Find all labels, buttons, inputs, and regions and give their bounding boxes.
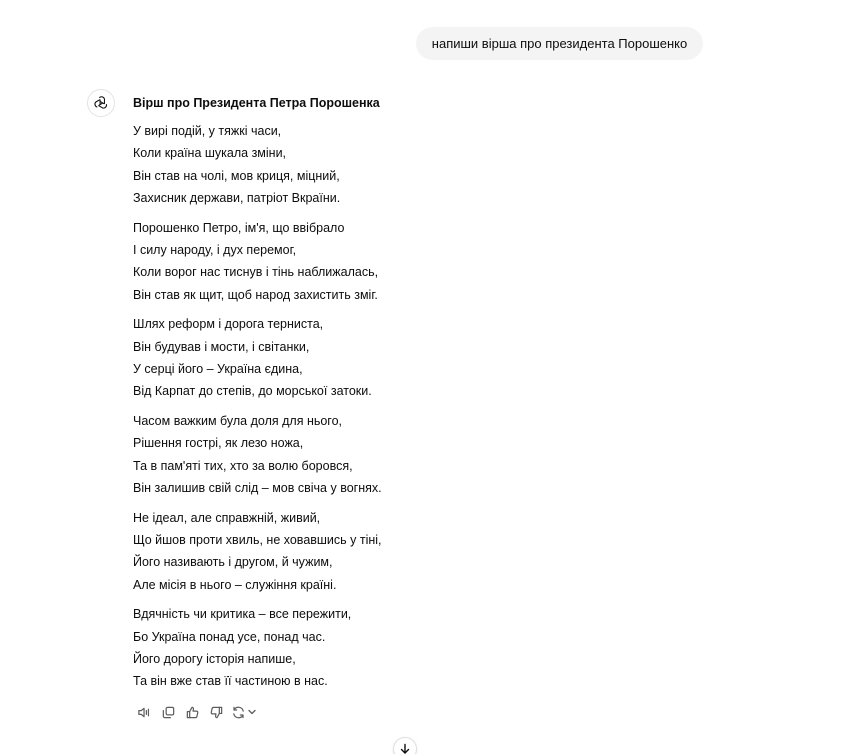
stanza-1 xyxy=(133,120,553,210)
poem-line: Захисник держави, патріот Вкраїни. xyxy=(133,191,341,206)
poem-line: Він будував і мости, і світанки, xyxy=(133,339,310,354)
poem-line: Та він вже став її частиною в нас. xyxy=(133,674,328,689)
poem-line: Він став як щит, щоб народ захистить зміг. xyxy=(133,287,378,302)
read-aloud-button[interactable] xyxy=(133,702,155,722)
poem-line: Коли країна шукала зміни, xyxy=(133,146,287,161)
regenerate-button[interactable] xyxy=(229,702,259,722)
thumbs-up-button[interactable] xyxy=(181,702,203,722)
thumbs-up-icon xyxy=(185,705,200,720)
stanza-3 xyxy=(133,313,553,403)
stanza-2 xyxy=(133,217,553,307)
poem-line: Але місія в нього – служіння країні. xyxy=(133,577,337,592)
poem-line: Шлях реформ і дорога терниста, xyxy=(133,317,324,332)
poem-line: Його дорогу історія напише, xyxy=(133,651,296,666)
poem-line: Рішення гострі, як лезо ножа, xyxy=(133,436,304,451)
poem-line: Вдячність чи критика – все пережити, xyxy=(133,607,352,622)
poem-line: У вирі подій, у тяжкі часи, xyxy=(133,124,282,138)
stanza-4 xyxy=(133,410,553,500)
poem-line: Коли ворог нас тиснув і тінь наближалась, xyxy=(133,265,379,280)
message-actions xyxy=(133,702,259,722)
poem-line: І силу народу, і дух перемог, xyxy=(133,243,297,258)
poem-line: Порошенко Петро, ім'я, що ввібрало xyxy=(133,220,345,235)
openai-logo-icon xyxy=(92,94,110,112)
assistant-response xyxy=(133,94,553,700)
refresh-icon xyxy=(231,705,246,720)
scroll-to-bottom-button[interactable] xyxy=(393,737,417,754)
poem-line: Бо Україна понад усе, понад час. xyxy=(133,629,326,644)
poem-line: Часом важким була доля для нього, xyxy=(133,413,343,428)
speaker-icon xyxy=(137,705,152,720)
poem-line: Він став на чолі, мов криця, міцний, xyxy=(133,168,340,183)
assistant-avatar xyxy=(87,89,115,117)
thumbs-down-icon xyxy=(209,705,224,720)
stanza-6 xyxy=(133,603,553,693)
poem-line: Від Карпат до степів, до морської затоки. xyxy=(133,384,372,399)
poem-line: Не ідеал, але справжній, живий, xyxy=(133,510,321,525)
copy-button[interactable] xyxy=(157,702,179,722)
poem-line: Та в пам'яті тих, хто за волю боровся, xyxy=(133,458,353,473)
user-message-text: напиши вірша про президента Порошенко xyxy=(431,36,688,51)
thumbs-down-button[interactable] xyxy=(205,702,227,722)
arrow-down-icon xyxy=(399,743,411,754)
poem-line: У серці його – Україна єдина, xyxy=(133,362,303,377)
poem-line: Він залишив свій слід – мов свіча у вогнях. xyxy=(133,481,382,496)
copy-icon xyxy=(161,705,176,720)
response-title: Вірш про Президента Петра Порошенка xyxy=(133,96,380,110)
poem-line: Що йшов проти хвиль, не ховавшись у тіні, xyxy=(133,532,382,547)
poem-line: Його називають і другом, й чужим, xyxy=(133,555,333,570)
chevron-down-icon xyxy=(247,707,257,717)
user-message-bubble xyxy=(416,27,703,60)
stanza-5 xyxy=(133,507,553,597)
